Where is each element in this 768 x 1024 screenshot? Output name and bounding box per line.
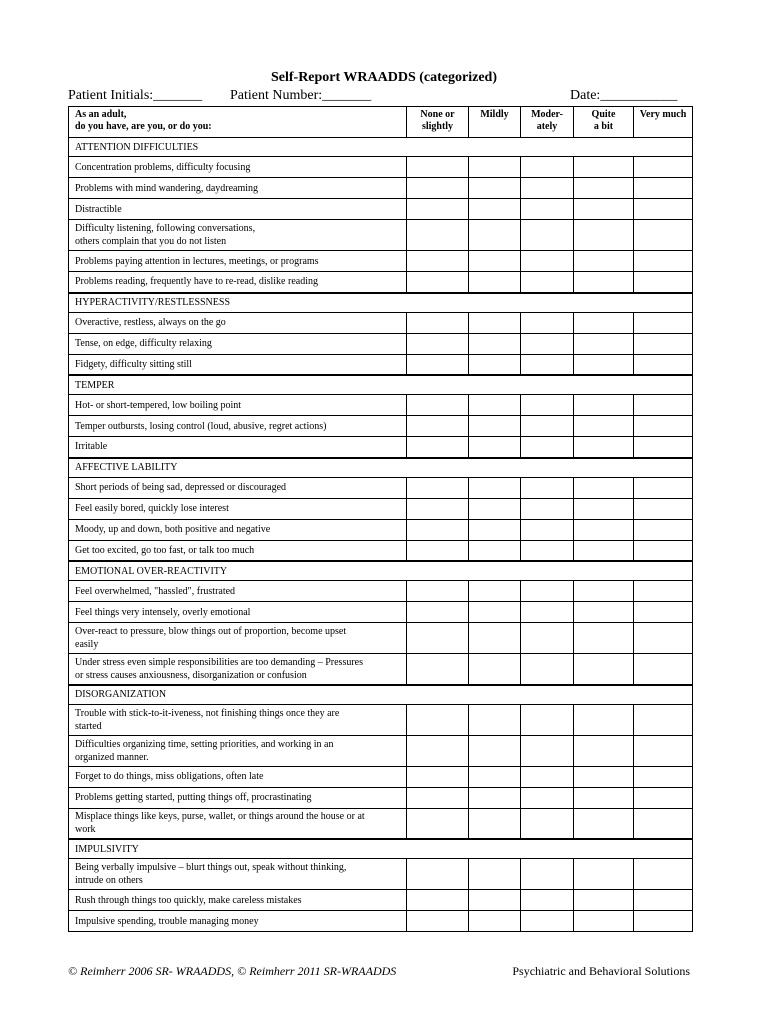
rating-cell-very-much[interactable] <box>634 395 693 416</box>
item-text-line1: Feel overwhelmed, "hassled", frustrated <box>75 585 236 597</box>
rating-cell-very-much[interactable] <box>634 654 693 685</box>
rating-cell-very-much[interactable] <box>634 704 693 735</box>
item-text-line1: Short periods of being sad, depressed or discouraged <box>75 482 287 493</box>
item-text-line1: Trouble with stick-to-it-iveness, not finishing things once they are <box>75 707 340 719</box>
rating-cell-mildly[interactable] <box>469 312 521 333</box>
item-text <box>69 766 407 787</box>
rating-cell-none-or-slightly[interactable] <box>407 808 469 839</box>
rating-cell-very-much[interactable] <box>634 540 693 561</box>
column-header-very-much <box>634 107 693 138</box>
item-row <box>69 911 693 932</box>
rating-cell-none-or-slightly[interactable] <box>407 623 469 654</box>
rating-cell-mildly[interactable] <box>469 519 521 540</box>
category-row <box>69 375 693 395</box>
item-text <box>69 787 407 808</box>
rating-cell-none-or-slightly[interactable] <box>407 704 469 735</box>
date-field[interactable]: Date:___________ <box>570 88 678 103</box>
rating-cell-mildly[interactable] <box>469 540 521 561</box>
category-row <box>69 561 693 581</box>
item-row <box>69 787 693 808</box>
column-header-line1: Very much <box>639 109 687 120</box>
rating-cell-mildly[interactable] <box>469 333 521 354</box>
rating-cell-mildly[interactable] <box>469 787 521 808</box>
item-row <box>69 766 693 787</box>
category-heading: IMPULSIVITY <box>69 839 693 859</box>
rating-cell-moderately[interactable] <box>521 654 574 685</box>
rating-cell-very-much[interactable] <box>634 498 693 519</box>
item-row <box>69 157 693 178</box>
table-header-row <box>69 107 693 138</box>
rating-cell-mildly[interactable] <box>469 890 521 911</box>
item-text-line2: intrude on others <box>75 875 143 886</box>
rating-cell-moderately[interactable] <box>521 540 574 561</box>
item-row <box>69 178 693 199</box>
rating-cell-mildly[interactable] <box>469 157 521 178</box>
rating-cell-moderately[interactable] <box>521 519 574 540</box>
item-text-line1: Problems with mind wandering, daydreaming <box>75 182 259 194</box>
rating-cell-moderately[interactable] <box>521 602 574 623</box>
rating-cell-very-much[interactable] <box>634 623 693 654</box>
rating-cell-none-or-slightly[interactable] <box>407 654 469 685</box>
rating-cell-moderately[interactable] <box>521 251 574 272</box>
item-text <box>69 540 407 561</box>
page-footer <box>68 964 690 980</box>
item-text-line1: Overactive, restless, always on the go <box>75 317 226 328</box>
item-row <box>69 437 693 458</box>
category-row <box>69 458 693 478</box>
item-text-line1: Get too excited, go too fast, or talk too much <box>75 544 255 556</box>
item-text-line1: Problems paying attention in lectures, meetings, or programs <box>75 255 319 267</box>
rating-cell-quite-a-bit[interactable] <box>574 581 634 602</box>
rating-cell-none-or-slightly[interactable] <box>407 333 469 354</box>
rating-cell-mildly[interactable] <box>469 654 521 685</box>
item-text-line1: Feel easily bored, quickly lose interest <box>75 503 229 514</box>
column-header-moderately <box>521 107 574 138</box>
rating-cell-mildly[interactable] <box>469 178 521 199</box>
rating-cell-moderately[interactable] <box>521 272 574 293</box>
item-row <box>69 808 693 839</box>
item-row <box>69 859 693 890</box>
rating-cell-quite-a-bit[interactable] <box>574 272 634 293</box>
item-text-line1: Difficulty listening, following conversations, <box>75 223 256 234</box>
rating-cell-none-or-slightly[interactable] <box>407 312 469 333</box>
rating-cell-quite-a-bit[interactable] <box>574 654 634 685</box>
rating-cell-moderately[interactable] <box>521 477 574 498</box>
item-text-line1: Forget to do things, miss obligations, often late <box>75 771 264 782</box>
item-text <box>69 395 407 416</box>
item-row <box>69 220 693 251</box>
rating-cell-none-or-slightly[interactable] <box>407 787 469 808</box>
rating-cell-quite-a-bit[interactable] <box>574 704 634 735</box>
item-text-line1: Under stress even simple responsibilities are too demanding – Pressures <box>75 656 363 668</box>
column-header-line1: Mildly <box>480 109 509 120</box>
item-text <box>69 911 407 932</box>
rating-cell-very-much[interactable] <box>634 911 693 932</box>
item-text-line2: started <box>75 720 102 732</box>
rating-cell-quite-a-bit[interactable] <box>574 437 634 458</box>
item-row <box>69 498 693 519</box>
item-text-line1: Temper outbursts, losing control (loud, abusive, regret actions) <box>75 420 327 432</box>
rating-cell-very-much[interactable] <box>634 312 693 333</box>
item-text <box>69 623 407 654</box>
rating-cell-quite-a-bit[interactable] <box>574 477 634 498</box>
rating-cell-quite-a-bit[interactable] <box>574 312 634 333</box>
rating-cell-none-or-slightly[interactable] <box>407 157 469 178</box>
item-row <box>69 312 693 333</box>
rating-cell-very-much[interactable] <box>634 220 693 251</box>
rating-cell-none-or-slightly[interactable] <box>407 251 469 272</box>
rating-cell-moderately[interactable] <box>521 178 574 199</box>
item-row <box>69 333 693 354</box>
item-text-line1: Impulsive spending, trouble managing money <box>75 915 259 927</box>
rating-cell-quite-a-bit[interactable] <box>574 766 634 787</box>
item-text <box>69 602 407 623</box>
item-row <box>69 602 693 623</box>
rating-cell-very-much[interactable] <box>634 602 693 623</box>
rating-cell-very-much[interactable] <box>634 178 693 199</box>
rating-cell-none-or-slightly[interactable] <box>407 911 469 932</box>
rating-cell-mildly[interactable] <box>469 623 521 654</box>
item-text-line1: Tense, on edge, difficulty relaxing <box>75 338 212 349</box>
rating-cell-none-or-slightly[interactable] <box>407 519 469 540</box>
rating-cell-mildly[interactable] <box>469 911 521 932</box>
rating-cell-moderately[interactable] <box>521 220 574 251</box>
item-text-line1: Being verbally impulsive – blurt things out, speak without thinking, <box>75 862 347 873</box>
item-text <box>69 333 407 354</box>
rating-cell-mildly[interactable] <box>469 808 521 839</box>
rating-cell-moderately[interactable] <box>521 416 574 437</box>
rating-cell-mildly[interactable] <box>469 704 521 735</box>
item-text-line1: Moody, up and down, both positive and negative <box>75 524 271 535</box>
column-header-none-or-slightly <box>407 107 469 138</box>
item-text <box>69 251 407 272</box>
rating-cell-mildly[interactable] <box>469 416 521 437</box>
rating-cell-quite-a-bit[interactable] <box>574 911 634 932</box>
rating-cell-mildly[interactable] <box>469 437 521 458</box>
category-row <box>69 293 693 313</box>
rating-cell-quite-a-bit[interactable] <box>574 416 634 437</box>
rating-cell-moderately[interactable] <box>521 157 574 178</box>
rating-cell-none-or-slightly[interactable] <box>407 437 469 458</box>
item-text <box>69 477 407 498</box>
item-text-line1: Over-react to pressure, blow things out of proportion, become upset <box>75 626 347 637</box>
item-text-line1: Feel things very intensely, overly emotional <box>75 606 251 618</box>
question-header <box>69 107 407 138</box>
item-text-line1: Hot- or short-tempered, low boiling point <box>75 399 242 411</box>
item-text <box>69 654 407 685</box>
rating-cell-none-or-slightly[interactable] <box>407 416 469 437</box>
item-text <box>69 890 407 911</box>
rating-cell-moderately[interactable] <box>521 704 574 735</box>
rating-cell-quite-a-bit[interactable] <box>574 333 634 354</box>
item-row <box>69 654 693 685</box>
rating-cell-moderately[interactable] <box>521 581 574 602</box>
patient-number-field[interactable]: Patient Number:_______ <box>230 88 372 103</box>
item-text-line1: Rush through things too quickly, make careless mistakes <box>75 894 302 906</box>
rating-cell-mildly[interactable] <box>469 498 521 519</box>
item-row <box>69 623 693 654</box>
item-row <box>69 735 693 766</box>
rating-cell-moderately[interactable] <box>521 333 574 354</box>
column-header-quite-a-bit <box>574 107 634 138</box>
item-row <box>69 251 693 272</box>
column-header-line2: ately <box>536 121 558 132</box>
rating-cell-moderately[interactable] <box>521 354 574 375</box>
category-heading: ATTENTION DIFFICULTIES <box>69 138 693 157</box>
item-row <box>69 272 693 293</box>
rating-cell-moderately[interactable] <box>521 859 574 890</box>
rating-cell-mildly[interactable] <box>469 354 521 375</box>
item-text-line1: Fidgety, difficulty sitting still <box>75 358 192 370</box>
rating-cell-very-much[interactable] <box>634 766 693 787</box>
rating-cell-moderately[interactable] <box>521 911 574 932</box>
item-text <box>69 519 407 540</box>
item-row <box>69 581 693 602</box>
copyright-notice: © Reimherr 2006 SR- WRAADDS, © Reimherr 2011 SR-WRAADDS <box>68 964 397 978</box>
category-row <box>69 685 693 705</box>
column-header-line1: Quite <box>591 109 616 120</box>
item-text-line1: Concentration problems, difficulty focusing <box>75 161 251 173</box>
item-text <box>69 735 407 766</box>
rating-cell-quite-a-bit[interactable] <box>574 602 634 623</box>
rating-cell-quite-a-bit[interactable] <box>574 808 634 839</box>
rating-cell-none-or-slightly[interactable] <box>407 735 469 766</box>
rating-cell-very-much[interactable] <box>634 157 693 178</box>
rating-cell-none-or-slightly[interactable] <box>407 199 469 220</box>
item-text <box>69 157 407 178</box>
rating-cell-quite-a-bit[interactable] <box>574 157 634 178</box>
item-text-line1: Difficulties organizing time, setting priorities, and working in an <box>75 738 334 750</box>
rating-cell-mildly[interactable] <box>469 859 521 890</box>
rating-cell-moderately[interactable] <box>521 312 574 333</box>
question-header-line1: As an adult, <box>75 109 127 120</box>
rating-cell-moderately[interactable] <box>521 199 574 220</box>
rating-cell-moderately[interactable] <box>521 766 574 787</box>
item-row <box>69 416 693 437</box>
rating-cell-none-or-slightly[interactable] <box>407 477 469 498</box>
rating-cell-none-or-slightly[interactable] <box>407 220 469 251</box>
rating-cell-quite-a-bit[interactable] <box>574 859 634 890</box>
form-title: Self-Report WRAADDS (categorized) <box>270 70 498 85</box>
rating-cell-very-much[interactable] <box>634 199 693 220</box>
rating-cell-moderately[interactable] <box>521 623 574 654</box>
rating-cell-very-much[interactable] <box>634 272 693 293</box>
item-text <box>69 704 407 735</box>
item-row <box>69 704 693 735</box>
rating-cell-moderately[interactable] <box>521 787 574 808</box>
rating-cell-moderately[interactable] <box>521 890 574 911</box>
rating-cell-quite-a-bit[interactable] <box>574 890 634 911</box>
item-text <box>69 354 407 375</box>
question-header-line2: do you have, are you, or do you: <box>75 121 212 132</box>
rating-cell-none-or-slightly[interactable] <box>407 354 469 375</box>
patient-initials-field[interactable]: Patient Initials:_______ <box>68 88 203 103</box>
item-text-line1: Problems getting started, putting things off, procrastinating <box>75 792 312 803</box>
rating-cell-none-or-slightly[interactable] <box>407 602 469 623</box>
item-text <box>69 220 407 251</box>
rating-cell-moderately[interactable] <box>521 735 574 766</box>
item-text <box>69 312 407 333</box>
item-text-line2: easily <box>75 639 99 650</box>
item-text-line1: Irritable <box>75 441 108 453</box>
item-text <box>69 581 407 602</box>
item-text <box>69 272 407 293</box>
rating-cell-quite-a-bit[interactable] <box>574 354 634 375</box>
rating-cell-quite-a-bit[interactable] <box>574 787 634 808</box>
rating-cell-very-much[interactable] <box>634 735 693 766</box>
rating-cell-quite-a-bit[interactable] <box>574 623 634 654</box>
column-header-line2: slightly <box>421 121 454 132</box>
rating-cell-none-or-slightly[interactable] <box>407 178 469 199</box>
item-text-line2: or stress causes anxiousness, disorganization or confusion <box>75 669 307 681</box>
item-row <box>69 354 693 375</box>
category-heading: DISORGANIZATION <box>69 685 693 705</box>
item-text <box>69 178 407 199</box>
item-row <box>69 477 693 498</box>
column-header-line1: Moder- <box>531 109 563 120</box>
rating-cell-none-or-slightly[interactable] <box>407 540 469 561</box>
item-text-line2: work <box>75 824 96 836</box>
category-heading: HYPERACTIVITY/RESTLESSNESS <box>69 293 693 313</box>
rating-cell-very-much[interactable] <box>634 437 693 458</box>
rating-cell-mildly[interactable] <box>469 251 521 272</box>
rating-cell-mildly[interactable] <box>469 581 521 602</box>
rating-cell-mildly[interactable] <box>469 395 521 416</box>
rating-cell-mildly[interactable] <box>469 735 521 766</box>
rating-cell-very-much[interactable] <box>634 354 693 375</box>
rating-cell-very-much[interactable] <box>634 808 693 839</box>
rating-cell-none-or-slightly[interactable] <box>407 859 469 890</box>
rating-cell-quite-a-bit[interactable] <box>574 735 634 766</box>
column-header-line2: a bit <box>593 121 614 132</box>
rating-cell-quite-a-bit[interactable] <box>574 540 634 561</box>
rating-cell-very-much[interactable] <box>634 581 693 602</box>
category-heading: EMOTIONAL OVER-REACTIVITY <box>69 561 693 581</box>
rating-cell-none-or-slightly[interactable] <box>407 890 469 911</box>
rating-cell-none-or-slightly[interactable] <box>407 766 469 787</box>
rating-cell-mildly[interactable] <box>469 220 521 251</box>
rating-cell-quite-a-bit[interactable] <box>574 395 634 416</box>
item-text <box>69 808 407 839</box>
category-heading: TEMPER <box>69 375 693 395</box>
item-text-line1: Misplace things like keys, purse, wallet, or things around the house or at <box>75 811 365 823</box>
rating-cell-none-or-slightly[interactable] <box>407 581 469 602</box>
item-text-line1: Problems reading, frequently have to re-read, dislike reading <box>75 276 318 288</box>
rating-cell-quite-a-bit[interactable] <box>574 220 634 251</box>
rating-cell-quite-a-bit[interactable] <box>574 199 634 220</box>
item-row <box>69 199 693 220</box>
item-row <box>69 395 693 416</box>
rating-cell-none-or-slightly[interactable] <box>407 395 469 416</box>
item-row <box>69 540 693 561</box>
rating-cell-mildly[interactable] <box>469 766 521 787</box>
item-text <box>69 199 407 220</box>
item-text-line2: organized manner. <box>75 751 149 763</box>
item-text <box>69 437 407 458</box>
item-text-line1: Distractible <box>75 203 122 215</box>
rating-cell-quite-a-bit[interactable] <box>574 519 634 540</box>
item-row <box>69 890 693 911</box>
column-header-mildly <box>469 107 521 138</box>
rating-cell-moderately[interactable] <box>521 808 574 839</box>
item-text-line2: others complain that you do not listen <box>75 236 227 247</box>
category-row <box>69 138 693 157</box>
item-text <box>69 416 407 437</box>
rating-cell-very-much[interactable] <box>634 890 693 911</box>
rating-cell-none-or-slightly[interactable] <box>407 498 469 519</box>
patient-info-line <box>68 88 688 106</box>
item-row <box>69 519 693 540</box>
wraadds-rating-table <box>68 106 693 932</box>
rating-cell-very-much[interactable] <box>634 416 693 437</box>
rating-cell-mildly[interactable] <box>469 199 521 220</box>
category-row <box>69 839 693 859</box>
rating-cell-very-much[interactable] <box>634 333 693 354</box>
rating-cell-moderately[interactable] <box>521 498 574 519</box>
item-text <box>69 859 407 890</box>
rating-cell-very-much[interactable] <box>634 519 693 540</box>
organization-name: Psychiatric and Behavioral Solutions <box>512 964 690 978</box>
rating-cell-mildly[interactable] <box>469 602 521 623</box>
rating-cell-very-much[interactable] <box>634 477 693 498</box>
rating-cell-mildly[interactable] <box>469 477 521 498</box>
rating-cell-moderately[interactable] <box>521 395 574 416</box>
rating-cell-none-or-slightly[interactable] <box>407 272 469 293</box>
rating-cell-quite-a-bit[interactable] <box>574 498 634 519</box>
column-header-line1: None or <box>420 109 455 120</box>
category-heading: AFFECTIVE LABILITY <box>69 458 693 478</box>
rating-cell-very-much[interactable] <box>634 251 693 272</box>
rating-cell-mildly[interactable] <box>469 272 521 293</box>
rating-cell-very-much[interactable] <box>634 787 693 808</box>
rating-cell-quite-a-bit[interactable] <box>574 178 634 199</box>
rating-cell-very-much[interactable] <box>634 859 693 890</box>
rating-cell-moderately[interactable] <box>521 437 574 458</box>
item-text <box>69 498 407 519</box>
rating-cell-quite-a-bit[interactable] <box>574 251 634 272</box>
